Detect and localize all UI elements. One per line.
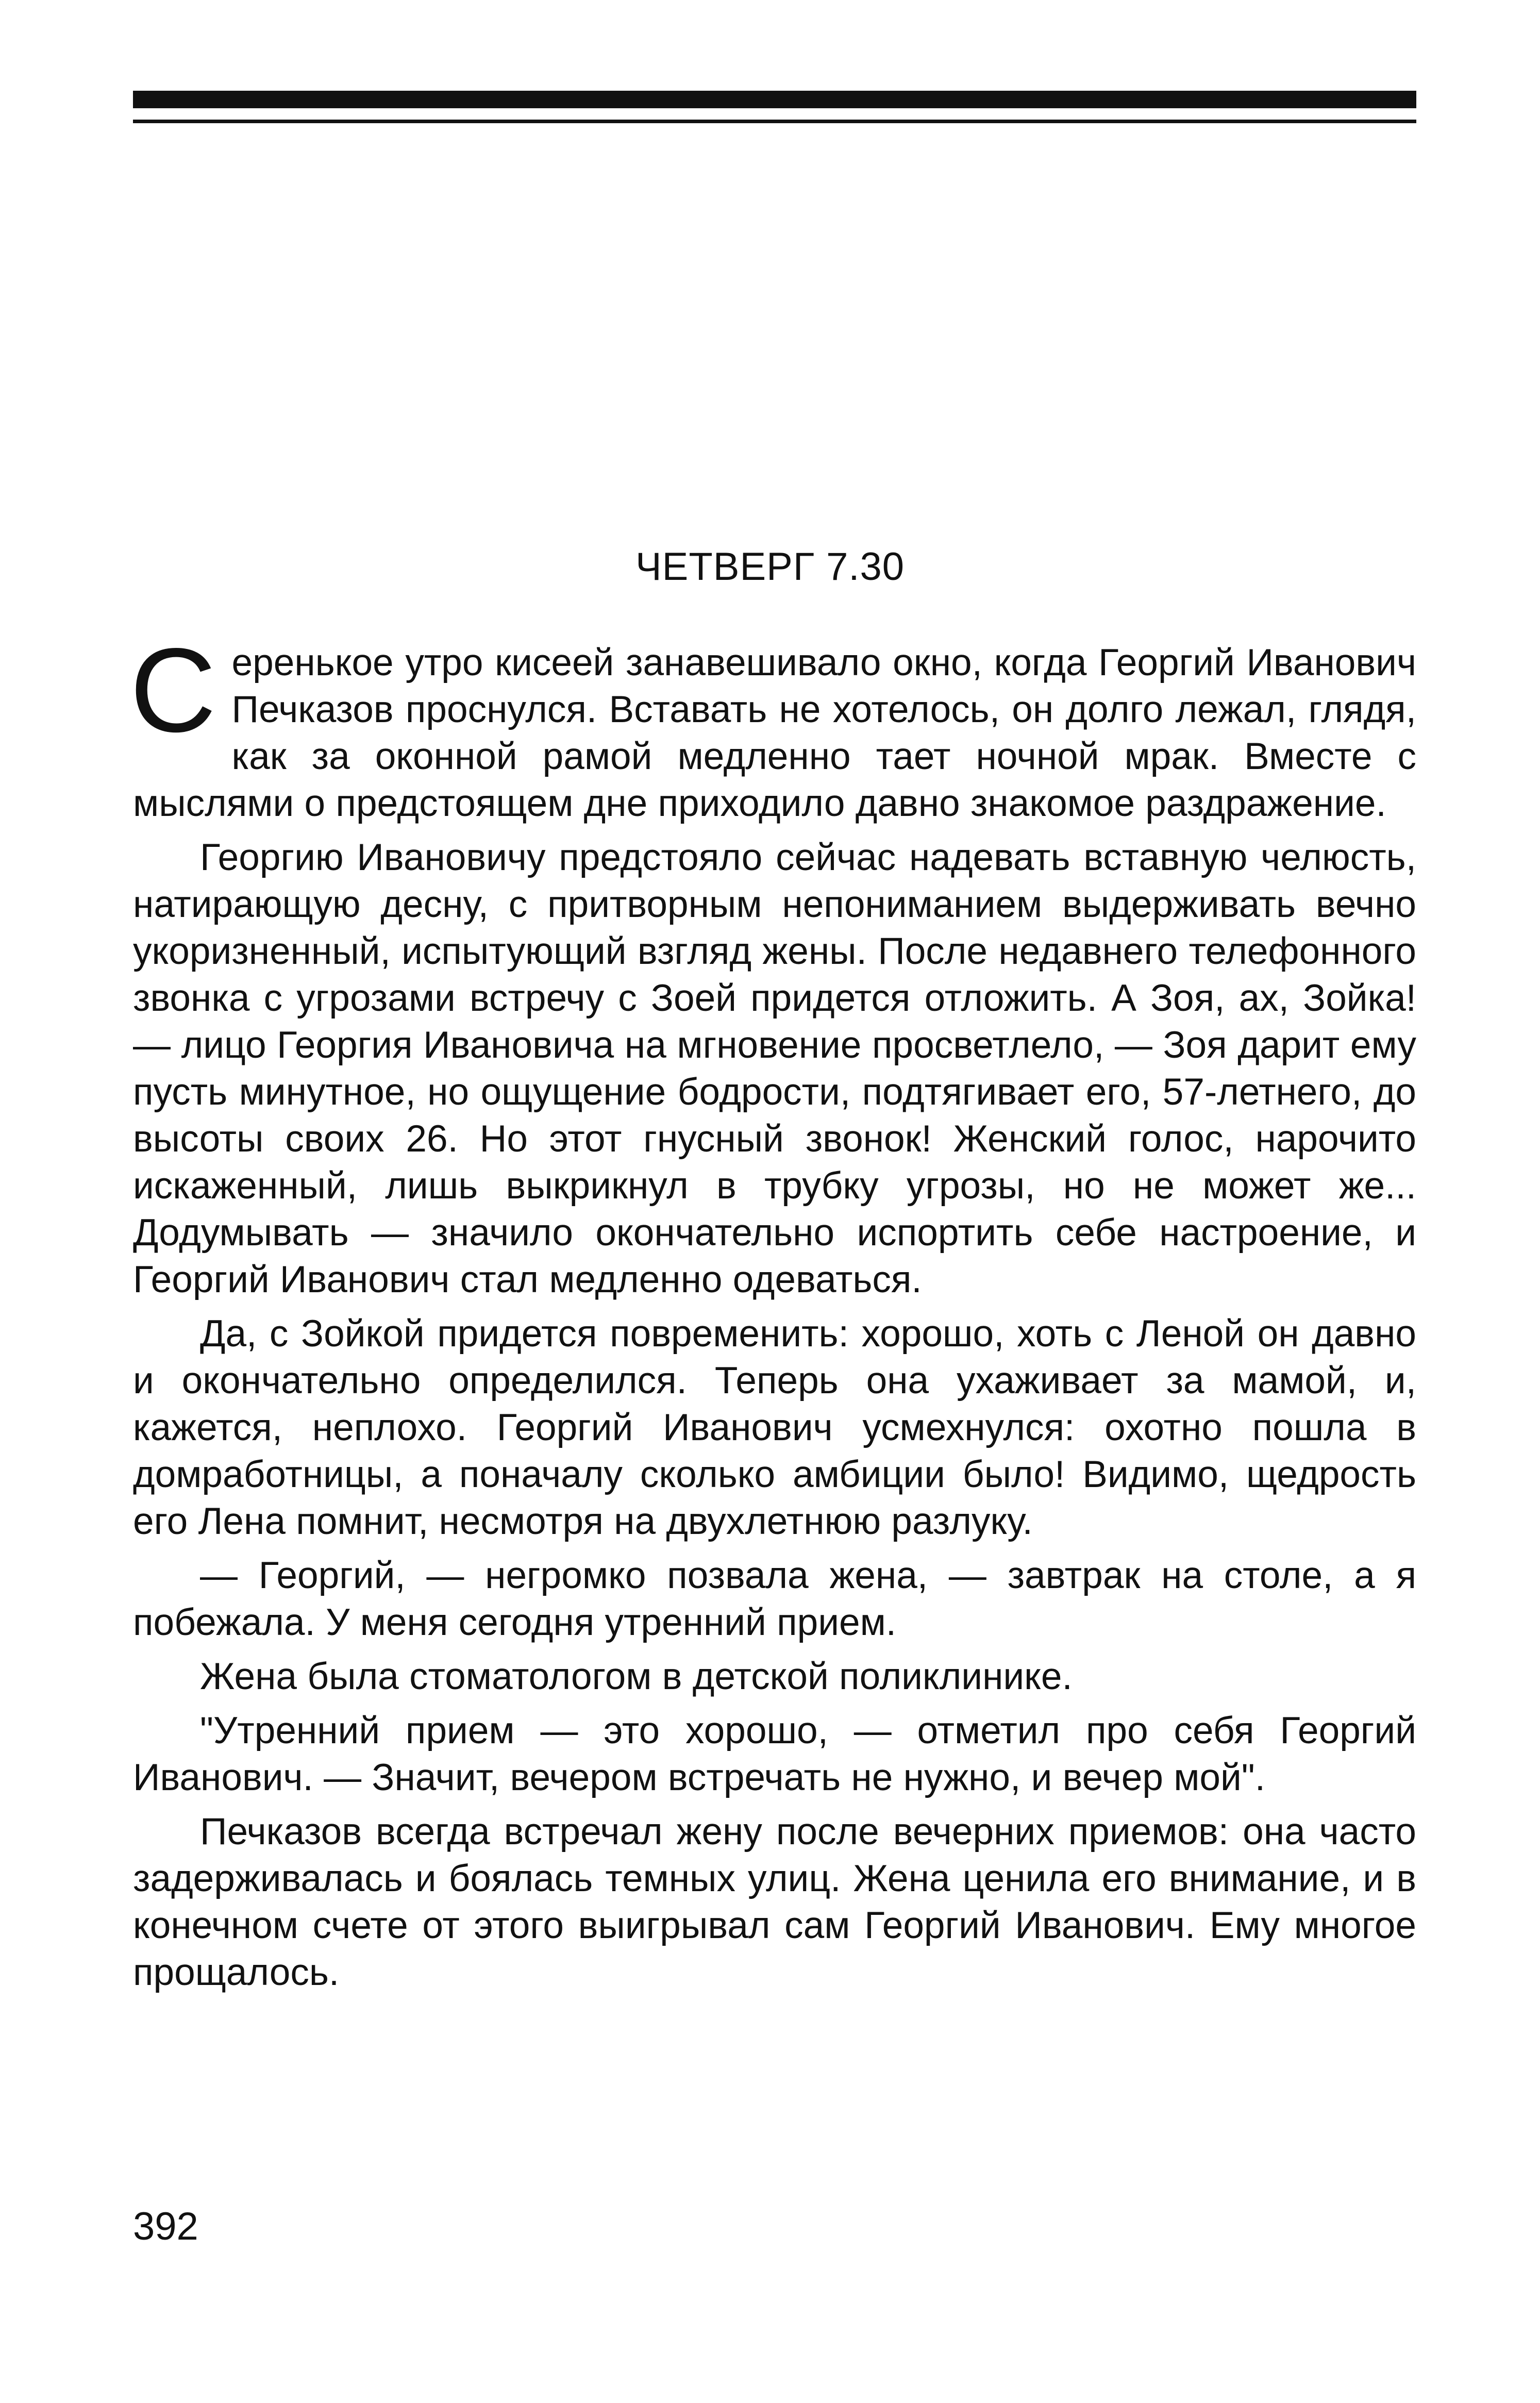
chapter-title: ЧЕТВЕРГ 7.30 <box>635 545 905 589</box>
paragraph-1 <box>130 624 1416 827</box>
paragraph-1-text: еренькое утро кисеей занавешивало окно, когда Георгий Иванович Печказов проснулся. Вставать не хотелось, он долго лежал, глядя, как за оконной рамой медленно тает ночной мрак. Вместе с мыслями о предстоящем дне приходило давно знакомое раздражение. <box>133 642 1416 824</box>
page-number: 392 <box>133 2205 198 2248</box>
paragraph-3: Да, с Зойкой придется повременить: хорошо, хоть с Леной он давно и окончательно определился. Теперь она ухаживает за мамой, и, кажется, неплохо. Георгий Иванович усмехнулся: охотно пошла в домработницы, а поначалу сколько амбиции было! Видимо, щедрость его Лена помнит, несмотря на двухлетнюю разлуку. <box>133 1313 1416 1542</box>
paragraph-7: Печказов всегда встречал жену после вечерних приемов: она часто задерживалась и боялась темных улиц. Жена ценила его внимание, и в конечном счете от этого выигрывал сам Георгий Иванович. Ему многое прощалось. <box>133 1811 1416 1993</box>
paragraph-6: "Утренний прием — это хорошо, — отметил про себя Георгий Иванович. — Значит, вечером встречать не нужно, и вечер мой". <box>133 1710 1416 1798</box>
paragraph-2: Георгию Ивановичу предстояло сейчас надевать вставную челюсть, натирающую десну, с притворным непониманием выдерживать вечно укоризненный, испытующий взгляд жены. После недавнего телефонного звонка с угрозами встречу с Зоей придется отложить. А Зоя, ах, Зойка! — лицо Георгия Ивановича на мгновение просветлело, — Зоя дарит ему пусть минутное, но ощущение бодрости, подтягивает его, 57-летнего, до высоты своих 26. Но этот гнусный звонок! Женский голос, нарочито искаженный, лишь выкрикнул в трубку угрозы, но не может же... Додумывать — значило окончательно испортить себе настроение, и Георгий Иванович стал медленно одеваться. <box>133 837 1416 1300</box>
drop-cap: С <box>130 624 216 757</box>
paragraph-4: — Георгий, — негромко позвала жена, — завтрак на столе, а я побежала. У меня сегодня утренний прием. <box>133 1555 1416 1643</box>
body-text <box>130 624 1416 2003</box>
header-rule-thin <box>133 120 1416 123</box>
header-rule-thick <box>133 91 1416 108</box>
paragraph-5: Жена была стоматологом в детской поликлинике. <box>200 1656 1073 1697</box>
